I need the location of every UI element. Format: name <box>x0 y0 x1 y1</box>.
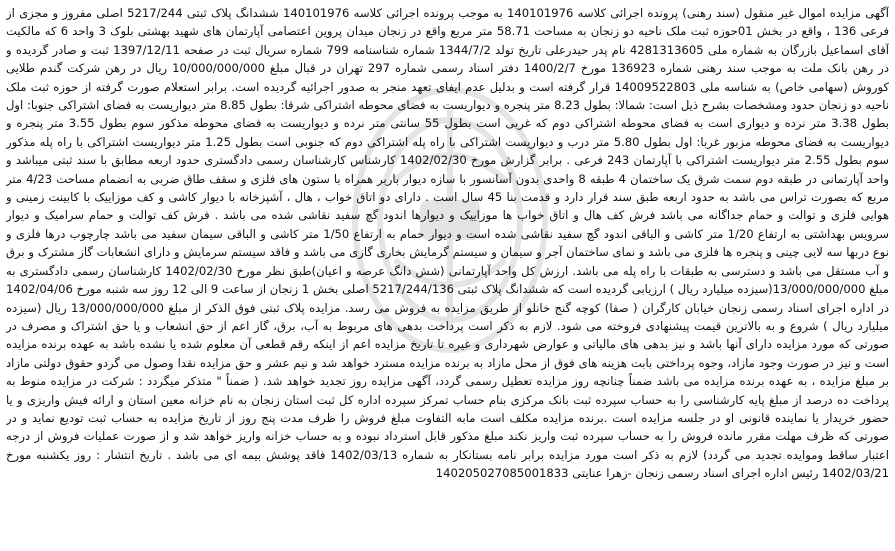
auction-notice-text: آگهی مزایده اموال غیر منقول (سند رهنی) پرونده اجرائی کلاسه 140101976 به موجب پرونده اجرائی کلاسه 140101976 ششدانگ پلاک ثبتی 5217/244 اصلی مفروز و مجزی از فرعی 136 ، واقع در بخش 01حوزه ثبت ملک ناحیه دو زنجان به مساحت 58.71 متر مربع واقع در زنجان میدان پروین اعتصامی آپارتمان های شهید بهشتی بلوک 3 واحد 6 که مالکیت آقای اسماعیل بازرگان به شماره ملی 4281313605 نام پدر حیدرعلی تاریخ تولد 1344/7/2 شماره شناسنامه 799 شماره سریال ثبت در صفحه 1397/12/11 ثبت و صادر گردیده و در رهن بانک ملت به موجب سند رهنی شماره 136923 مورخ 1400/2/7 دفتر اسناد رسمی شماره 297 تهران در قبال مبلغ 10/000/000/000 ریال در رهن شرکت گندم طلایی کوروش (سهامی خاص) به شناسه ملی 14009522803 قرار گرفته است و بدلیل عدم ایفای تعهد منجر به صدور اجرائیه گردیده است. برابر استعلام صورت گرفته از حوزه ثبت ملک ناحیه دو زنجان حدود ومشخصات بشرح ذیل است: شمالا: بطول 8.23 متر پنجره و دیواریست به فضای محوطه اشتراکی شرقا: بطول 8.85 متر دیواریست به فضای اشتراکی جنوبا: اول بطول 3.38 متر نرده و دیواری است به فضای محوطه اشتراکی دوم که غربی است بطول 55 سانتی متر نرده و دیواریست به فضای محوطه مذکور سوم بطول 3.55 متر پنجره و دیواریست به فضای محوطه مزبور غربا: اول بطول 5.80 متر درب و دیواریست اشتراکی با راه پله اشتراکی دوم که جنوبی است بطول 1.25 متر دیواریست اشتراکی با راه پله مذکور سوم بطول 2.55 متر دیواریست اشتراکی با آپارتمان 243 فرعی . برابر گزارش مورخ 1402/02/30 کارشناس کارشناسان رسمی دادگستری حدود اربعه مطابق با سند ثبتی میباشد و واحد آپارتمانی در طبقه دوم سمت شرق یک ساختمان 4 طبقه 8 واحدی بدون آسانسور با سازه دیوار باربر همراه با ستون های فلزی و سقف طاق ضربی به انضمام مساحت 4/23 متر مربع که بصورت تراس می باشد به حدود اربعه طبق سند قرار دارد و قدمت بنا 45 سال است . دارای دو اتاق خواب ، هال ، آشپزخانه با دیوار کاشی و کف موزاییک با کابینت زمینی و هوایی فلزی و توالت و حمام جداگانه می باشد فرش کف هال و اتاق خواب ها موزاییک و دیوارها اندود گچ سفید نقاشی شده می باشد . فرش کف توالت و حمام سرامیک و دیوار سرویس بهداشتی به ارتفاع 1/20 متر کاشی و الباقی اندود گچ سفید نقاشی شده است و دیوار حمام به ارتفاع 1/50 متر کاشی و الباقی سیمان سفید می باشد چارچوب درها فلزی و نوع دربها سه لایی چینی و پنجره ها فلزی می باشد و نمای ساختمان آجر و سیمان و سیستم گرمایش بخاری گازی می باشد و فاقد سیستم سرمایش و دارای انشعابات گاز مشترک و برق و آب مستقل می باشد و دسترسی به طبقات با راه پله می باشد. ارزش کل واحد آپارتمانی (شش دانگ عرصه و اعیان)طبق نظر مورخ 1402/02/30 کارشناسان رسمی دادگستری به مبلغ 13/000/000/000(سیزده میلیارد ریال ) ارزیابی گردیده است که ششدانگ پلاک ثبتی 5217/244/136 اصلی بخش 1 زنجان از ساعت 9 الی 12 روز سه شنبه مورخ 1402/04/06 در اداره اجرای اسناد رسمی زنجان خیابان کارگران ( صفا) کوچه گنج خانلو از طریق مزایده به فروش می رسد. مزایده پلاک ثبتی فوق الذکر از مبلغ 13/000/000/000 ریال (سیزده میلیارد ریال ) شروع و به بالاترین قیمت پیشنهادی فروخته می شود. لازم به ذکر است پرداخت بدهی های مربوط به آب، برق، گاز اعم از حق انشعاب و یا حق اشتراک و مصرف در صورتی که مورد مزایده دارای آنها باشد و نیز بدهی های مالیاتی و عوارض شهرداری و غیره تا تاریخ مزایده اعم از اینکه رقم قطعی آن معلوم شده یا نشده باشد به عهده برنده مزایده است و نیز در صورت وجود مازاد، وجوه پرداختی بابت هزینه های فوق از محل مازاد به برنده مزایده مسترد خواهد شد و نیم عشر و حق مزایده نقدا وصول می گردو حقوق دولتی مازاد بر مبلغ مزایده ، به عهده برنده مزایده می باشد ضمناً چنانچه روز مزایده تعطیل رسمی گردد، آگهی مزایده روز تجدید خواهد شد. ( ضمناً " متذکر میگردد : شرکت در مزایده منوط به پرداخت ده درصد از مبلغ پایه کارشناسی را به حساب سپرده ثبت بانک مرکزی بنام حساب تمرکز سپرده اداره کل ثبت استان زنجان به نام خزانه معین استان و ارائه فیش واریزی و یا حضور خریدار یا نماینده قانونی او در جلسه مزایده است .برنده مزایده مکلف است مابه التفاوت مبلغ فروش را ظرف مدت پنج روز از تاریخ مزایده به حساب ثبت تودیع نماید و در صورتی که ظرف مهلت مقرر مانده فروش را به حساب سپرده ثبت واریز نکند مبلغ مذکور قابل استرداد نبوده و به حساب خزانه واریز خواهد شد و از صورت عملیات فروش از درجه اعتبار ساقط وموایده تجدید می گردد) لازم به ذکر است مورد مزایده برابر نامه بستانکار به شماره 1402/03/13 فاقد پوشش بیمه ای می باشد . تاریخ انتشار : روز یکشنبه مورخ 1402/03/21 رئیس اداره اجرای اسناد رسمی زنجان -زهرا عنایتی 140205027085001833 <box>6 6 889 481</box>
